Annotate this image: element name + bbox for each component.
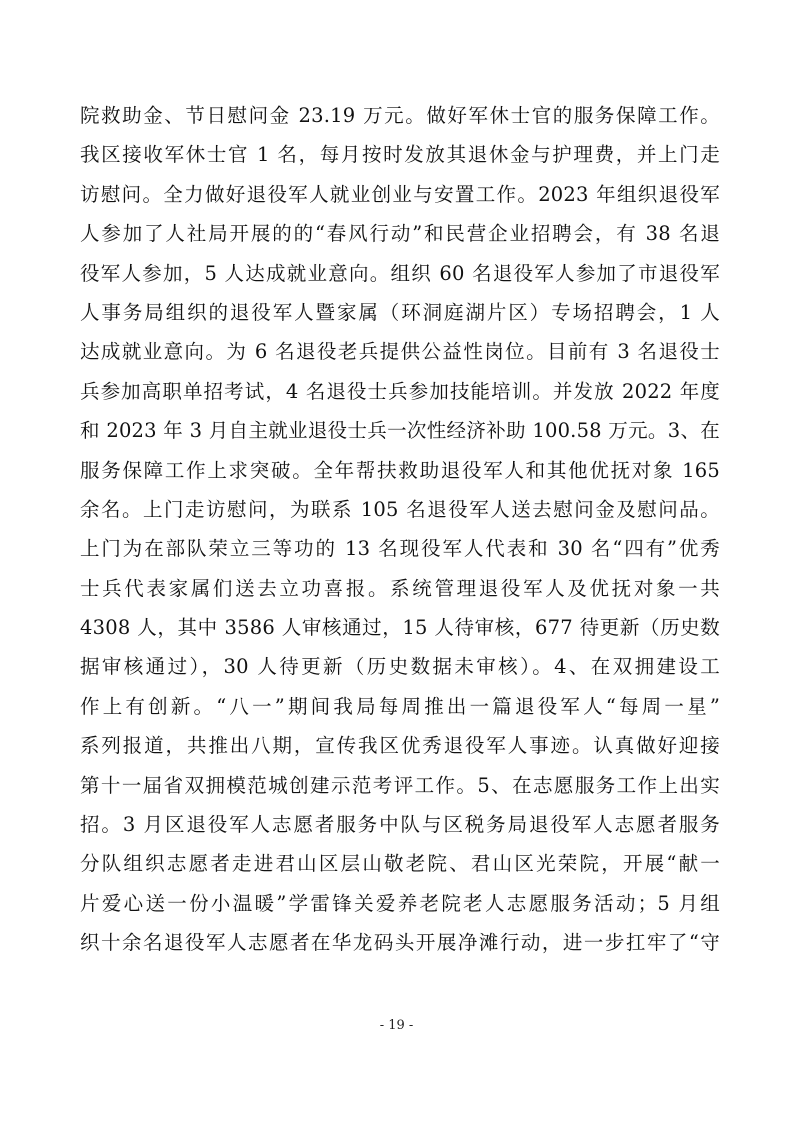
text-line: 招。3 月区退役军人志愿者服务中队与区税务局退役军人志愿者服务 xyxy=(80,813,720,837)
text-line: 人事务局组织的退役军人暨家属（环洞庭湖片区）专场招聘会，1 人 xyxy=(80,300,720,324)
text-line: 役军人参加，5 人达成就业意向。组织 60 名退役军人参加了市退役军 xyxy=(80,261,720,285)
text-line: 和 2023 年 3 月自主就业退役士兵一次性经济补助 100.58 万元。3、在 xyxy=(80,419,720,443)
text-line: 士兵代表家属们送去立功喜报。系统管理退役军人及优抚对象一共 xyxy=(80,576,720,600)
text-line: 系列报道，共推出八期，宣传我区优秀退役军人事迹。认真做好迎接 xyxy=(80,734,720,758)
text-line: 我区接收军休士官 1 名，每月按时发放其退休金与护理费，并上门走 xyxy=(80,143,720,167)
text-line: 人参加了人社局开展的的“春风行动”和民营企业招聘会，有 38 名退 xyxy=(80,222,720,246)
text-line: 院救助金、节日慰问金 23.19 万元。做好军休士官的服务保障工作。 xyxy=(80,104,720,127)
text-line: 达成就业意向。为 6 名退役老兵提供公益性岗位。目前有 3 名退役士 xyxy=(80,340,720,364)
page-number: - 19 - xyxy=(379,1018,414,1033)
text-line: 织十余名退役军人志愿者在华龙码头开展净滩行动，进一步扛牢了“守 xyxy=(80,931,720,955)
text-line: 片爱心送一份小温暖”学雷锋关爱养老院老人志愿服务活动；5 月组 xyxy=(80,891,720,915)
text-line: 访慰问。全力做好退役军人就业创业与安置工作。2023 年组织退役军 xyxy=(80,182,720,206)
text-line: 据审核通过），30 人待更新（历史数据未审核）。4、在双拥建设工 xyxy=(80,655,720,679)
text-line: 分队组织志愿者走进君山区层山敬老院、君山区光荣院，开展“献一 xyxy=(80,852,720,876)
text-line: 4308 人，其中 3586 人审核通过，15 人待审核，677 待更新（历史数 xyxy=(80,616,720,640)
text-line: 余名。上门走访慰问，为联系 105 名退役军人送去慰问金及慰问品。 xyxy=(80,497,720,521)
text-line: 第十一届省双拥模范城创建示范考评工作。5、在志愿服务工作上出实 xyxy=(80,773,720,797)
body-text xyxy=(80,96,720,963)
text-line: 兵参加高职单招考试，4 名退役士兵参加技能培训。并发放 2022 年度 xyxy=(80,379,720,403)
text-line: 服务保障工作上求突破。全年帮扶救助退役军人和其他优抚对象 165 xyxy=(80,458,720,482)
text-line: 作上有创新。“八一”期间我局每周推出一篇退役军人“每周一星” xyxy=(80,694,720,718)
text-line: 上门为在部队荣立三等功的 13 名现役军人代表和 30 名“四有”优秀 xyxy=(80,537,720,561)
